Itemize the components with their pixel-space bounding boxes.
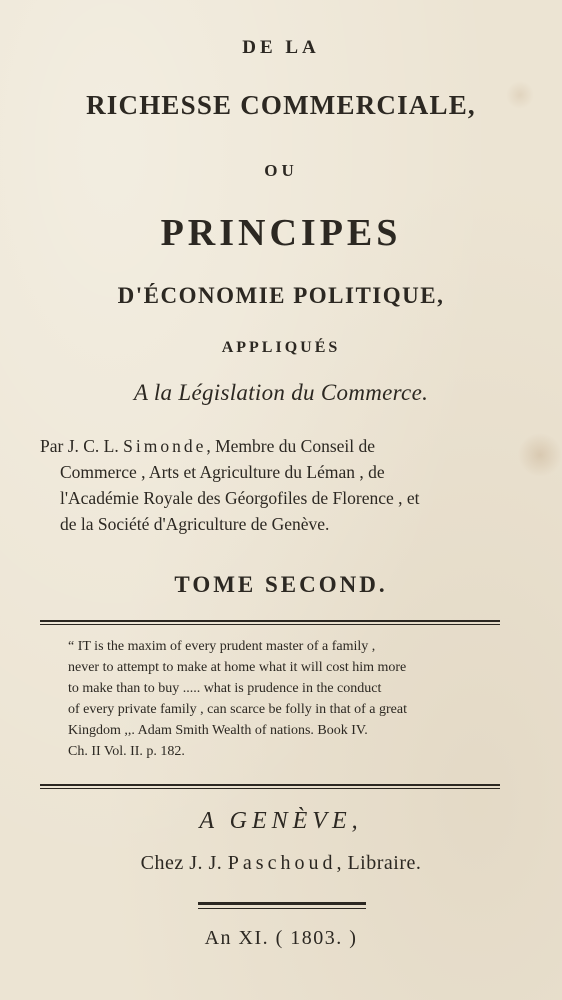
author-line-4: de la Société d'Agriculture de Genève. [60,514,330,534]
volume-label: TOME SECOND. [174,572,388,597]
imprint-chez: Chez J. J. [140,852,223,874]
imprint-place: A GENÈVE, [199,808,363,834]
title-legislation: A la Législation du Commerce. [133,380,429,405]
title-economie-politique: D'ÉCONOMIE POLITIQUE, [117,283,445,308]
epigraph-rule-bottom-thin [40,788,500,789]
imprint-libraire: , Libraire. [336,852,422,874]
author-block [40,433,518,537]
epigraph-rule-bottom [40,784,500,786]
epigraph-line-6: Ch. II Vol. II. p. 182. [68,744,185,759]
author-line-1-rest: , Membre du Conseil de [206,436,376,456]
author-name: Simonde [123,436,207,456]
epigraph-line-2: never to attempt to make at home what it will cost him more [68,660,407,675]
title-richesse-commerciale: RICHESSE COMMERCIALE, [86,90,476,120]
author-line-3: l'Académie Royale des Géorgofiles de Florence , et [60,488,420,508]
epigraph-line-5: Kingdom ,,. Adam Smith Wealth of nations. Book IV. [68,723,368,738]
author-par: Par J. C. L. [40,436,119,456]
epigraph-rule-top [40,620,500,622]
epigraph [68,636,508,762]
imprint-year: An XI. ( 1803. ) [204,927,358,949]
title-principes: PRINCIPES [160,212,402,254]
epigraph-line-1: “ IT is the maxim of every prudent master of a family , [68,639,376,654]
author-line-1 [40,433,518,459]
imprint-rule [198,902,366,905]
imprint-publisher: Paschoud [227,852,337,874]
title-appliques: APPLIQUÉS [221,339,341,356]
author-line-2: Commerce , Arts et Agriculture du Léman , de [60,462,385,482]
epigraph-line-4: of every private family , can scarce be folly in that of a great [68,702,407,717]
epigraph-rule-top-thin [40,624,500,625]
title-de-la: DE LA [242,37,320,58]
imprint-publisher-line [0,852,562,875]
title-ou: OU [264,161,298,180]
imprint-rule-thin [198,908,366,909]
epigraph-line-3: to make than to buy ..... what is prudence in the conduct [68,681,382,696]
